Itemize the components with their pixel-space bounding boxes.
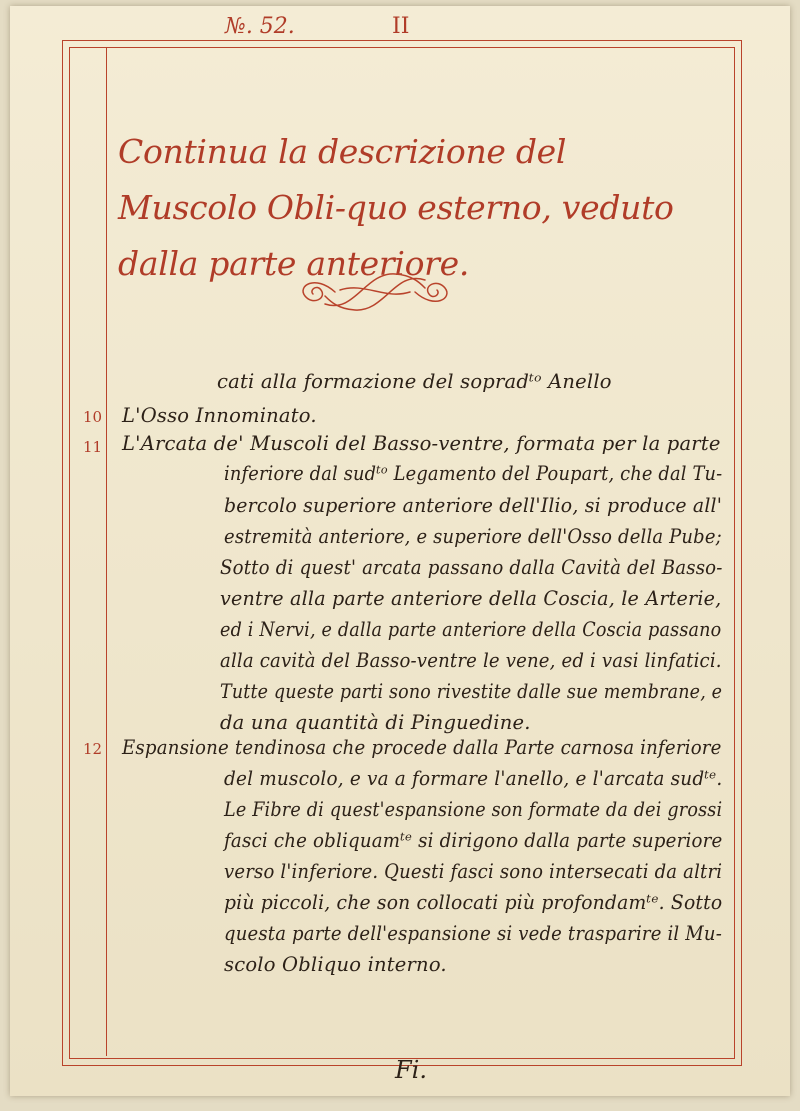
text-line: Sotto di quest' arcata passano dalla Cavità del Basso-	[220, 556, 723, 579]
text-line: Le Fibre di quest'espansione son formate da dei grossi	[224, 798, 723, 821]
folio-number: II	[392, 14, 410, 39]
text-line: ventre alla parte anteriore della Coscia, le Arterie,	[220, 587, 722, 610]
text-line: da una quantità di Pinguedine.	[220, 711, 531, 734]
text-line: inferiore dal sudᵗᵒ Legamento del Poupart, che dal Tu-	[224, 462, 723, 485]
signature: Fi.	[395, 1056, 427, 1084]
text-line: L'Arcata de' Muscoli del Basso-ventre, formata per la parte	[122, 432, 721, 455]
text-line: estremità anteriore, e superiore dell'Osso della Pube;	[224, 525, 722, 548]
manuscript-page	[10, 6, 790, 1096]
text-line: questa parte dell'espansione si vede trasparire il Mu-	[224, 922, 722, 945]
margin-number: 10	[83, 408, 103, 426]
text-line: cati alla formazione del sopradᵗᵒ Anello	[217, 370, 612, 393]
page-number: №. 52.	[225, 14, 295, 39]
text-line: fasci che obliquamᵗᵉ si dirigono dalla parte superiore	[224, 829, 723, 852]
text-line: bercolo superiore anteriore dell'Ilio, si produce all'	[224, 494, 723, 517]
page-title: Continua la descrizione del Muscolo Obli-quo esterno, veduto dalla parte anteriore.	[118, 132, 674, 283]
text-line: alla cavità del Basso-ventre le vene, ed i vasi linfatici.	[220, 649, 722, 672]
text-line: più piccoli, che son collocati più profondamᵗᵉ. Sotto	[224, 891, 723, 914]
text-line: Tutte queste parti sono rivestite dalle sue membrane, e	[220, 680, 723, 703]
text-line: Espansione tendinosa che procede dalla Parte carnosa inferiore	[122, 736, 722, 759]
text-line: verso l'inferiore. Questi fasci sono intersecati da altri	[224, 860, 723, 883]
margin-rule	[106, 48, 107, 1056]
flourish-ornament	[295, 264, 455, 320]
text-line: del muscolo, e va a formare l'anello, e l'arcata sudᵗᵉ.	[224, 767, 723, 790]
text-line: ed i Nervi, e dalla parte anteriore della Coscia passano	[220, 618, 722, 641]
text-line: scolo Obliquo interno.	[224, 953, 447, 976]
margin-number: 11	[83, 438, 103, 456]
text-line: L'Osso Innominato.	[122, 404, 317, 427]
margin-number: 12	[83, 740, 103, 758]
